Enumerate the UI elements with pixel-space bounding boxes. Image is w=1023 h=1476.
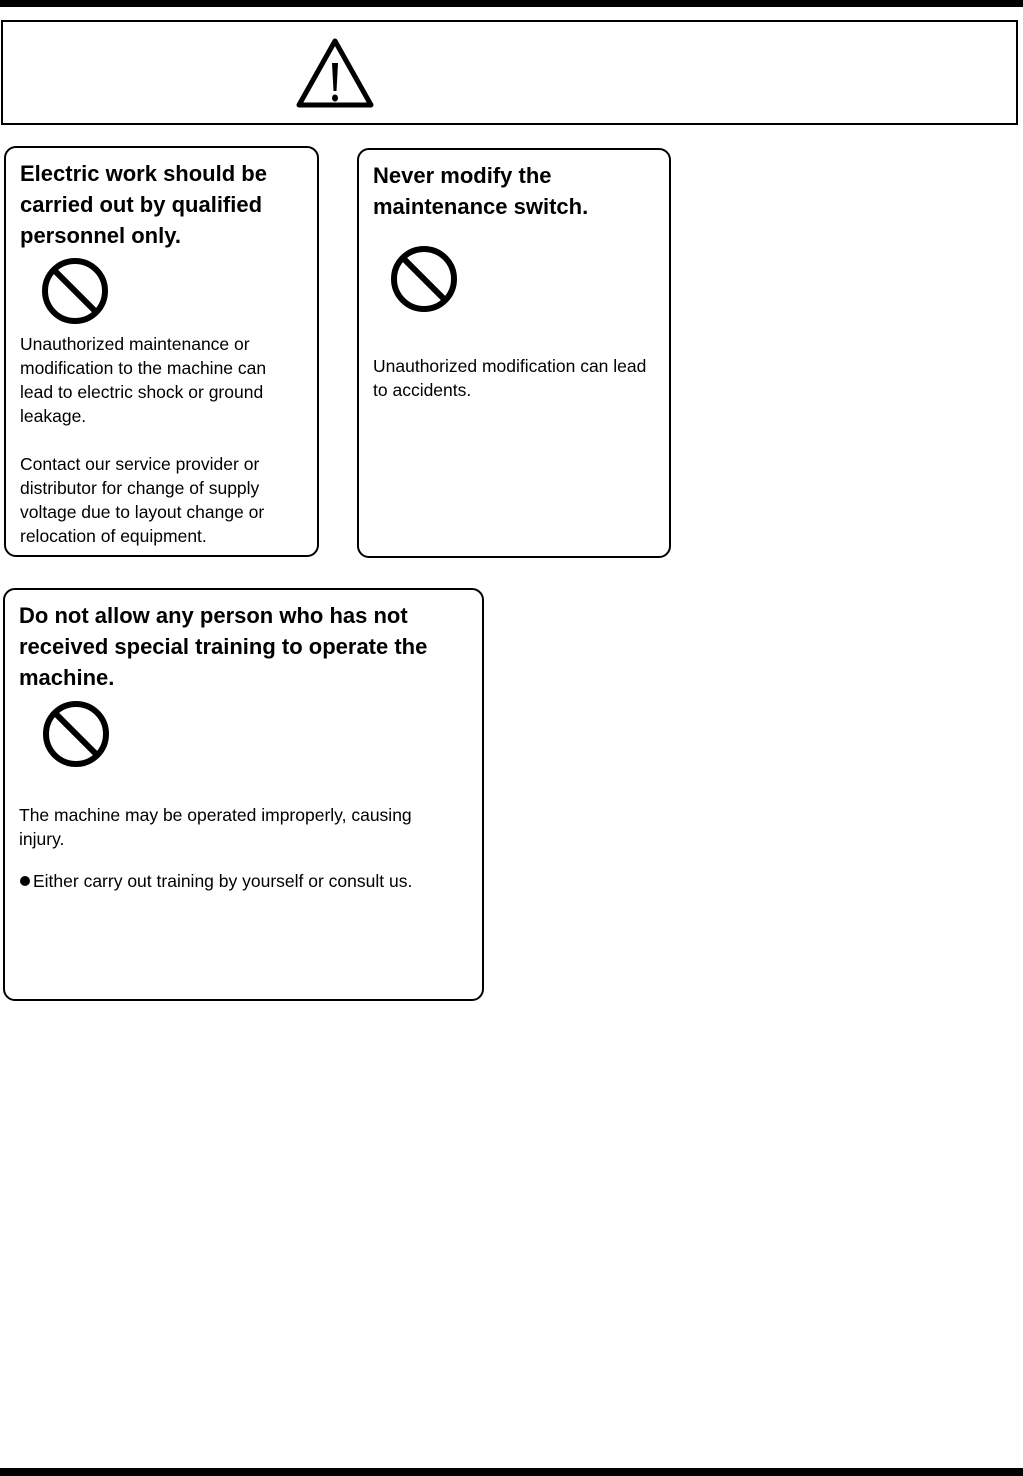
bullet-text: Either carry out training by yourself or consult us.	[33, 871, 413, 891]
top-rule	[0, 0, 1023, 7]
prohibition-icon	[40, 256, 110, 326]
warning-header	[1, 20, 1018, 125]
card-text: Unauthorized modification can lead to accidents.	[373, 356, 647, 400]
warning-triangle-icon	[293, 37, 377, 111]
prohibition-icon	[389, 244, 459, 314]
card-text: Unauthorized maintenance or modification to the machine can lead to electric shock or ground leakage.	[20, 334, 267, 426]
warning-card-special-training	[3, 588, 484, 1001]
bottom-rule	[0, 1468, 1023, 1476]
card-text: The machine may be operated improperly, causing injury.	[19, 805, 412, 849]
card-title: Do not allow any person who has not received special training to operate the machine.	[19, 603, 428, 690]
warning-card-electric-work	[4, 146, 319, 557]
bullet-icon	[20, 876, 30, 886]
prohibition-icon	[41, 699, 111, 769]
warning-card-maintenance-switch	[357, 148, 671, 558]
card-title: Electric work should be carried out by qualified personnel only.	[20, 161, 267, 248]
card-title: Never modify the maintenance switch.	[373, 163, 589, 219]
card-text: Contact our service provider or distributor for change of supply voltage due to layout change or relocation of equipment.	[20, 454, 265, 546]
bullet-item	[19, 869, 449, 893]
